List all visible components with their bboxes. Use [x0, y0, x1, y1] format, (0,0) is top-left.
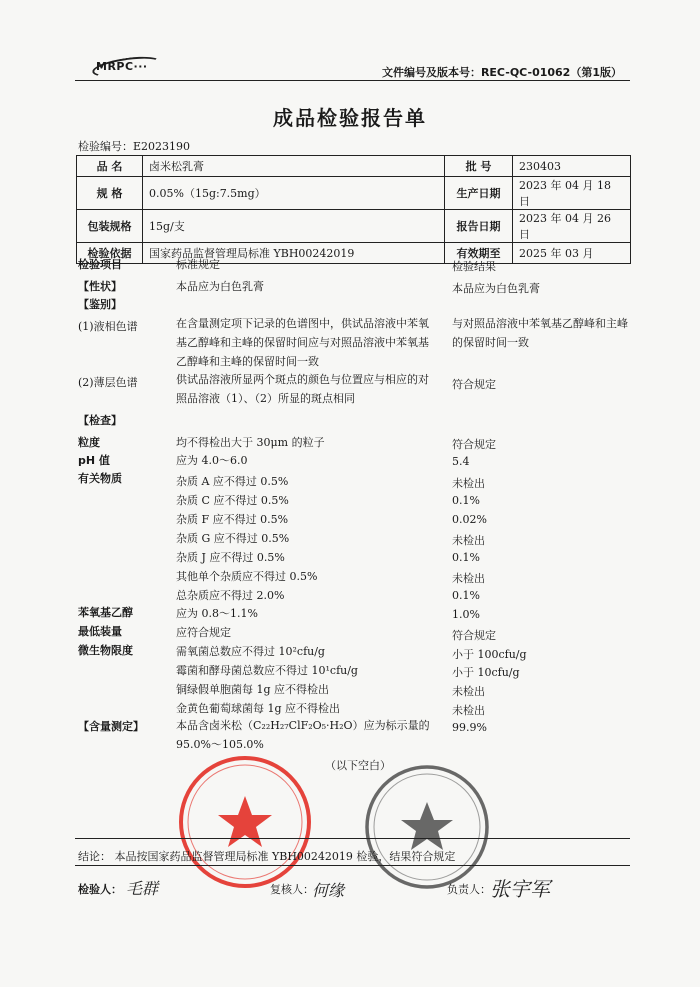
row-result: 未检出 [452, 572, 485, 585]
value-pack: 15g/支 [143, 210, 445, 243]
row-result: 0.1% [452, 494, 480, 507]
row-result: 0.1% [452, 551, 480, 564]
row-standard: 均不得检出大于 30μm 的粒子 [176, 436, 325, 449]
row-standard: 应为 4.0～6.0 [176, 454, 248, 467]
value-mfg-date: 2023 年 04 月 18 日 [513, 177, 631, 210]
label-basis: 检验依据 [77, 243, 143, 264]
info-table [76, 155, 631, 264]
row-standard: 本品含卤米松（C₂₂H₂₇ClF₂O₅·H₂O）应为标示量的 95.0%～105.0% [176, 719, 430, 751]
row-standard: 本品应为白色乳膏 [176, 280, 264, 293]
reviewer-signature: 何缘 [312, 881, 345, 900]
row-standard: 应符合规定 [176, 626, 231, 639]
row-standard: 其他单个杂质应不得过 0.5% [176, 570, 318, 583]
column-header-result: 检验结果 [452, 260, 496, 273]
row-result: 5.4 [452, 455, 470, 468]
inspector-signature: 毛群 [126, 879, 159, 898]
column-header-standard: 标准规定 [176, 258, 220, 271]
row-standard: 金黄色葡萄球菌每 1g 应不得检出 [176, 702, 341, 715]
reviewer-label: 复核人： [270, 883, 314, 896]
row-standard: 总杂质应不得过 2.0% [176, 589, 285, 602]
value-spec: 0.05%（15g:7.5mg） [143, 177, 445, 210]
row-item: 【鉴别】 [78, 298, 122, 311]
row-result: 未检出 [452, 704, 485, 717]
row-standard: 杂质 C 应不得过 0.5% [176, 494, 289, 507]
document-number: 文件编号及版本号：REC-QC-01062（第1版） [381, 66, 622, 79]
row-item: 【含量测定】 [78, 720, 144, 733]
row-standard: 杂质 A 应不得过 0.5% [176, 475, 289, 488]
conclusion-rule-bottom [75, 865, 630, 866]
row-item: 有关物质 [78, 472, 122, 485]
row-result: 小于 100cfu/g [452, 648, 527, 661]
row-result: 符合规定 [452, 629, 496, 642]
row-standard: 应为 0.8～1.1% [176, 607, 258, 620]
row-standard: 杂质 J 应不得过 0.5% [176, 551, 285, 564]
row-result: 未检出 [452, 534, 485, 547]
row-item: (2)薄层色谱 [78, 376, 138, 389]
column-header-item: 检验项目 [78, 258, 122, 271]
manager-label: 负责人： [447, 883, 491, 896]
label-product-name: 品 名 [77, 156, 143, 177]
company-logo: MRPC··· [96, 60, 148, 73]
label-pack: 包装规格 [77, 210, 143, 243]
conclusion-rule-top [75, 838, 630, 839]
row-result: 0.1% [452, 589, 480, 602]
row-standard: 铜绿假单胞菌每 1g 应不得检出 [176, 683, 330, 696]
row-standard: 在含量测定项下记录的色谱图中，供试品溶液中苯氧基乙醇峰和主峰的保留时间应与对照品溶液中苯氧基乙醇峰和主峰的保留时间一致 [176, 317, 429, 368]
row-item: 【检查】 [78, 414, 122, 427]
page-title: 成品检验报告单 [273, 106, 427, 130]
row-item: 最低装量 [78, 625, 122, 638]
label-batch: 批 号 [445, 156, 513, 177]
row-result: 未检出 [452, 477, 485, 490]
row-item: pH 值 [78, 454, 110, 467]
row-result: 与对照品溶液中苯氧基乙醇峰和主峰的保留时间一致 [452, 317, 628, 349]
row-item: 微生物限度 [78, 644, 133, 657]
row-item: (1)液相色谱 [78, 320, 138, 333]
row-standard: 需氧菌总数应不得过 10²cfu/g [176, 645, 325, 658]
conclusion: 结论： 本品按国家药品监督管理局标准 YBH00242019 检验，结果符合规定 [78, 850, 456, 863]
row-result: 1.0% [452, 608, 480, 621]
row-result: 小于 10cfu/g [452, 666, 520, 679]
row-standard: 杂质 G 应不得过 0.5% [176, 532, 290, 545]
inspector-label: 检验人： [78, 883, 122, 896]
label-mfg-date: 生产日期 [445, 177, 513, 210]
row-standard: 杂质 F 应不得过 0.5% [176, 513, 289, 526]
row-item: 粒度 [78, 436, 100, 449]
row-standard: 供试品溶液所显两个斑点的颜色与位置应与相应的对照品溶液（1）、（2）所显的斑点相同 [176, 373, 429, 405]
row-result: 本品应为白色乳膏 [452, 282, 540, 295]
value-expiry: 2025 年 03 月 [513, 243, 631, 264]
value-report-date: 2023 年 04 月 26 日 [513, 210, 631, 243]
row-result: 0.02% [452, 513, 487, 526]
header-rule [75, 80, 630, 81]
value-product-name: 卤米松乳膏 [143, 156, 445, 177]
value-basis: 国家药品监督管理局标准 YBH00242019 [143, 243, 445, 264]
label-spec: 规 格 [77, 177, 143, 210]
row-item: 苯氧基乙醇 [78, 606, 133, 619]
row-result: 99.9% [452, 721, 487, 734]
label-report-date: 报告日期 [445, 210, 513, 243]
row-standard: 霉菌和酵母菌总数应不得过 10¹cfu/g [176, 664, 358, 677]
label-expiry: 有效期至 [445, 243, 513, 264]
value-batch: 230403 [513, 156, 631, 177]
manager-signature: 张宇军 [490, 877, 550, 901]
row-result: 未检出 [452, 685, 485, 698]
blank-note: （以下空白） [325, 759, 391, 772]
row-result: 符合规定 [452, 378, 496, 391]
row-item: 【性状】 [78, 280, 122, 293]
row-result: 符合规定 [452, 438, 496, 451]
inspection-number: 检验编号：E2023190 [78, 140, 191, 153]
